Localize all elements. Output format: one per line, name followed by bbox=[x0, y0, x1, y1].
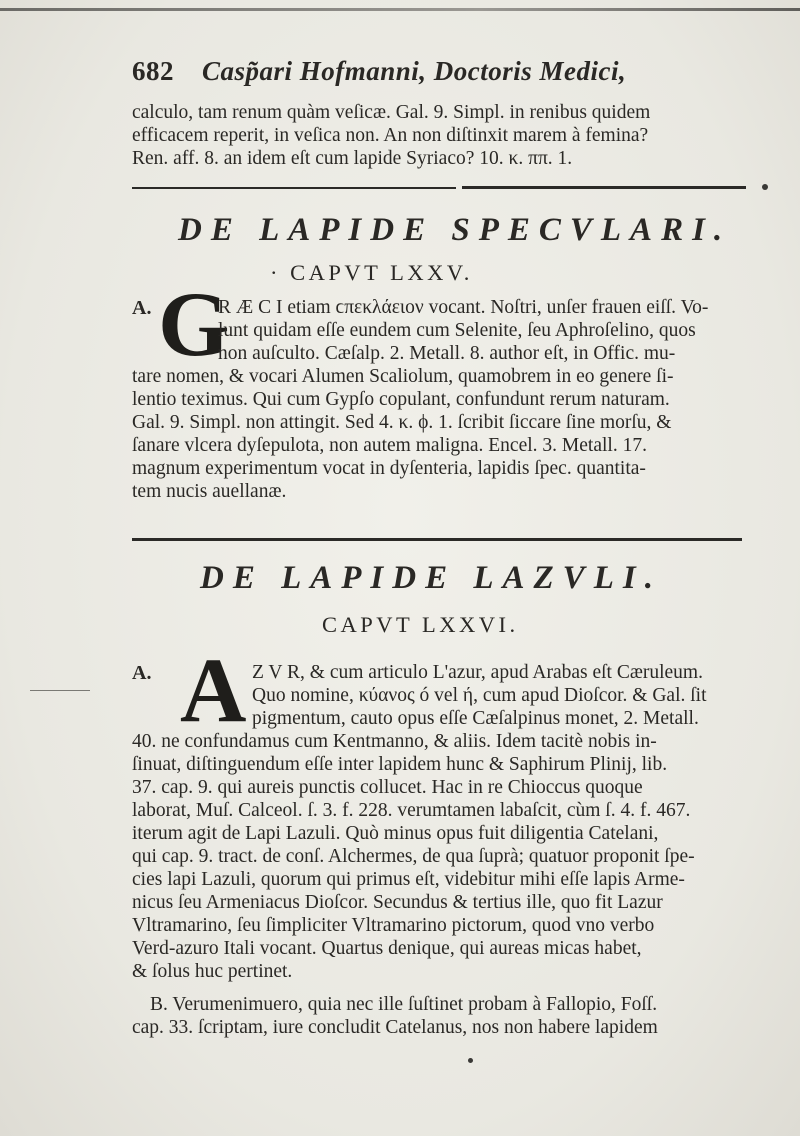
page-edge-rule bbox=[0, 8, 800, 11]
section-divider bbox=[462, 186, 746, 189]
text-line: nicus ſeu Armeniacus Dioſcor. Secundus & tertius ille, quo fit Lazur bbox=[132, 892, 663, 913]
section-title-lapis-lazuli: DE LAPIDE LAZVLI. bbox=[200, 560, 662, 596]
text-line: ſanare vlcera dyſepulota, non autem maligna. Encel. 3. Metall. 17. bbox=[132, 435, 647, 456]
text-line: lunt quidam eſſe eundem cum Selenite, ſeu Aphroſelino, quos bbox=[218, 320, 696, 341]
page-number: 682 bbox=[132, 56, 174, 86]
text-line: iterum agit de Lapi Lazuli. Quò minus opus fuit diligentia Catelani, bbox=[132, 823, 659, 844]
text-line: magnum experimentum vocat in dyſenteria, lapidis ſpec. quantita- bbox=[132, 458, 646, 479]
margin-stroke bbox=[30, 690, 90, 691]
text-line: pigmentum, cauto opus eſſe Cæſalpinus monet, 2. Metall. bbox=[252, 708, 699, 729]
drop-cap: G bbox=[158, 273, 230, 375]
text-line: Z V R, & cum articulo L'azur, apud Arabas eſt Cæruleum. bbox=[252, 662, 703, 683]
text-line: & ſolus huc pertinet. bbox=[132, 961, 293, 982]
text-line: Verd-azuro Itali vocant. Quartus denique, qui aureas micas habet, bbox=[132, 938, 642, 959]
text-line: Gal. 9. Simpl. non attingit. Sed 4. κ. ϕ. 1. ſcribit ſiccare ſine morſu, & bbox=[132, 412, 672, 433]
text-line: non auſculto. Cæſalp. 2. Metall. 8. author eſt, in Offic. mu- bbox=[218, 343, 676, 364]
text-line: Quo nomine, κύανος ó vel ή, cum apud Dioſcor. & Gal. ſit bbox=[252, 685, 707, 706]
chapter-heading-76: CAPVT LXXVI. bbox=[322, 612, 519, 637]
text-line: calculo, tam renum quàm veſicæ. Gal. 9. Simpl. in renibus quidem bbox=[132, 102, 651, 123]
paragraph-label: A. bbox=[132, 297, 152, 319]
text-line: cap. 33. ſcriptam, iure concludit Catelanus, nos non habere lapidem bbox=[132, 1017, 658, 1038]
text-line: Ren. aff. 8. an idem eſt cum lapide Syriaco? 10. κ. ππ. 1. bbox=[132, 148, 573, 169]
chapter-heading-75: · CAPVT LXXV. bbox=[270, 260, 473, 285]
text-line: lentio teximus. Qui cum Gypſo copulant, confundunt rerum naturam. bbox=[132, 389, 670, 410]
section-title-lapis-specularis: DE LAPIDE SPECVLARI. bbox=[178, 212, 732, 248]
text-line: efficacem reperit, in veſica non. An non diſtinxit marem à femina? bbox=[132, 125, 649, 146]
text-line: tem nucis auellanæ. bbox=[132, 481, 287, 502]
text-line: laborat, Muſ. Calceol. ſ. 3. f. 228. verumtamen labaſcit, cùm ſ. 4. f. 467. bbox=[132, 800, 691, 821]
ink-spot bbox=[762, 184, 768, 190]
running-title: Casp̃ari Hofmanni, Doctoris Medici, bbox=[202, 56, 627, 86]
section-divider bbox=[132, 538, 742, 541]
text-line: ſinuat, diſtinguendum eſſe inter lapidem hunc & Saphirum Plinij, lib. bbox=[132, 754, 668, 775]
text-line: 40. ne confundamus cum Kentmanno, & aliis. Idem tacitè nobis in- bbox=[132, 731, 657, 752]
text-line: tare nomen, & vocari Alumen Scaliolum, quamobrem in eo genere ſi- bbox=[132, 366, 674, 387]
text-line: Vltramarino, ſeu ſimpliciter Vltramarino pictorum, quod vno verbo bbox=[132, 915, 655, 936]
section-divider bbox=[132, 187, 456, 189]
drop-cap: A bbox=[180, 639, 247, 741]
running-head bbox=[132, 56, 732, 87]
text-line: B. Verumenimuero, quia nec ille ſuſtinet probam à Fallopio, Foſſ. bbox=[150, 994, 658, 1015]
text-line: qui cap. 9. tract. de conſ. Alchermes, de qua ſuprà; quatuor proponit ſpe- bbox=[132, 846, 695, 867]
text-line: cies lapi Lazuli, quorum qui primus eſt, videbitur mihi eſſe lapis Arme- bbox=[132, 869, 685, 890]
paragraph-label: A. bbox=[132, 662, 152, 684]
ink-spot bbox=[468, 1058, 473, 1063]
text-line: 37. cap. 9. qui aureis punctis collucet. Hac in re Chioccus quoque bbox=[132, 777, 643, 798]
text-line: R Æ C I etiam ϲπεκλάειον vocant. Noſtri, unſer frauen eiſſ. Vo- bbox=[218, 297, 709, 318]
